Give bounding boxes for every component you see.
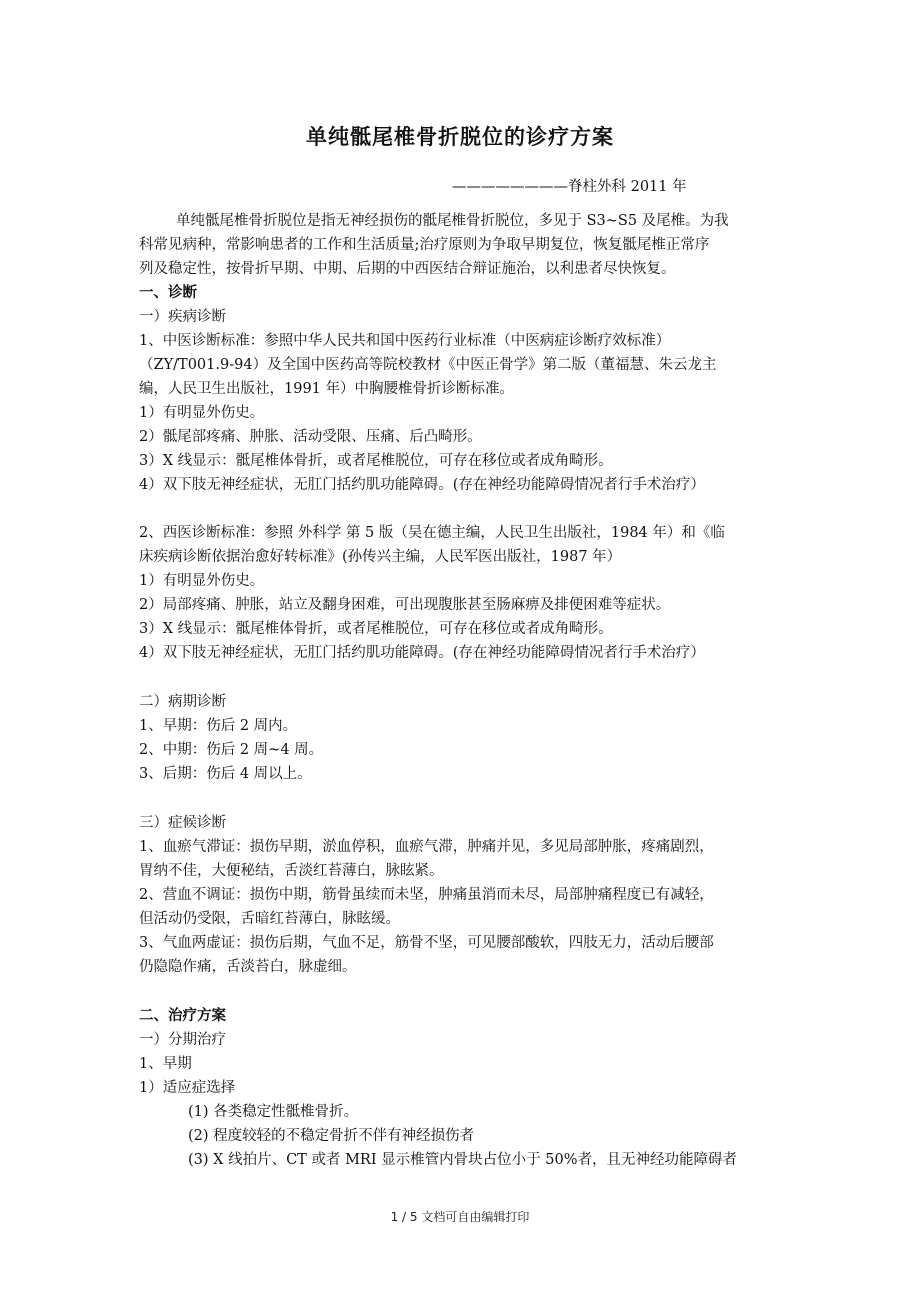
tcm-criteria-line: 编，人民卫生出版社，1991 年）中胸腰椎骨折诊断标准。 [139, 381, 515, 397]
list-item: 3、后期：伤后 4 周以上。 [139, 766, 312, 782]
list-item: 3）X 线显示：骶尾椎体骨折，或者尾椎脱位，可存在移位或者成角畸形。 [139, 621, 613, 637]
subsection-heading: 二）病期诊断 [139, 694, 226, 710]
syndrome-line: 3、气血两虚证：损伤后期，气血不足，筋骨不坚，可见腰部酸软，四肢无力，活动后腰部 [139, 935, 714, 951]
list-item: 2）骶尾部疼痛、肿胀、活动受限、压痛、后凸畸形。 [139, 429, 482, 445]
subsection-heading: 一）疾病诊断 [139, 309, 226, 325]
syndrome-line: 但活动仍受限，舌暗红苔薄白，脉眩缓。 [139, 911, 400, 927]
list-item: 4）双下肢无神经症状，无肛门括约肌功能障碍。(存在神经功能障碍情况者行手术治疗） [139, 645, 705, 661]
list-item: 1）有明显外伤史。 [139, 405, 265, 421]
list-item: (2) 程度较轻的不稳定骨折不伴有神经损伤者 [188, 1128, 475, 1144]
indication-heading: 1）适应症选择 [139, 1080, 236, 1096]
subsection-heading: 一）分期治疗 [139, 1032, 226, 1048]
list-item: 2）局部疼痛、肿胀，站立及翻身困难，可出现腹胀甚至肠麻痹及排便困难等症状。 [139, 597, 671, 613]
list-item: (3) X 线拍片、CT 或者 MRI 显示椎管内骨块占位小于 50%者，且无神经功能障碍者 [188, 1152, 738, 1168]
subsection-heading: 三）症候诊断 [139, 815, 226, 831]
intro-line: 列及稳定性，按骨折早期、中期、后期的中西医结合辩证施治，以利患者尽快恢复。 [139, 261, 676, 277]
wm-criteria-line: 2、西医诊断标准：参照 外科学 第 5 版（吴在德主编，人民卫生出版社，1984 年）和《临 [139, 525, 725, 541]
list-item: 4）双下肢无神经症状，无肛门括约肌功能障碍。(存在神经功能障碍情况者行手术治疗） [139, 477, 705, 493]
tcm-criteria-line: （ZY/T001.9-94）及全国中医药高等院校教材《中医正骨学》第二版（董福慧、朱云龙主 [139, 357, 717, 373]
syndrome-line: 2、营血不调证：损伤中期，筋骨虽续而未坚，肿痛虽消而未尽，局部肿痛程度已有减轻， [139, 887, 714, 903]
list-item: (1) 各类稳定性骶椎骨折。 [188, 1104, 359, 1120]
wm-criteria-line: 床疾病诊断依据治愈好转标准》(孙传兴主编，人民军医出版社，1987 年） [139, 549, 622, 565]
tcm-criteria-line: 1、中医诊断标准：参照中华人民共和国中医药行业标准（中医病症诊断疗效标准） [139, 333, 671, 349]
stage-heading: 1、早期 [139, 1056, 192, 1072]
syndrome-line: 1、血瘀气滞证：损伤早期，淤血停积，血瘀气滞，肿痛并见，多见局部肿胀，疼痛剧烈， [139, 839, 714, 855]
list-item: 2、中期：伤后 2 周~4 周。 [139, 742, 324, 758]
syndrome-line: 胃纳不佳，大便秘结，舌淡红苔薄白，脉眩紧。 [139, 863, 444, 879]
list-item: 1）有明显外伤史。 [139, 573, 265, 589]
byline: ————————脊柱外科 2011 年 [452, 179, 687, 195]
page-footer: 1 / 5 文档可自由编辑打印 [390, 1210, 530, 1224]
list-item: 3）X 线显示：骶尾椎体骨折，或者尾椎脱位，可存在移位或者成角畸形。 [139, 453, 613, 469]
page-title: 单纯骶尾椎骨折脱位的诊疗方案 [306, 124, 614, 149]
intro-line: 科常见病种，常影响患者的工作和生活质量;治疗原则为争取早期复位，恢复骶尾椎正常序 [139, 237, 710, 253]
list-item: 1、早期：伤后 2 周内。 [139, 718, 298, 734]
syndrome-line: 仍隐隐作痛，舌淡苔白，脉虚细。 [139, 959, 357, 975]
section-heading: 一、诊断 [139, 284, 197, 301]
section-heading: 二、治疗方案 [139, 1007, 226, 1024]
intro-line: 单纯骶尾椎骨折脱位是指无神经损伤的骶尾椎骨折脱位，多见于 S3~S5 及尾椎。为我 [176, 213, 729, 229]
